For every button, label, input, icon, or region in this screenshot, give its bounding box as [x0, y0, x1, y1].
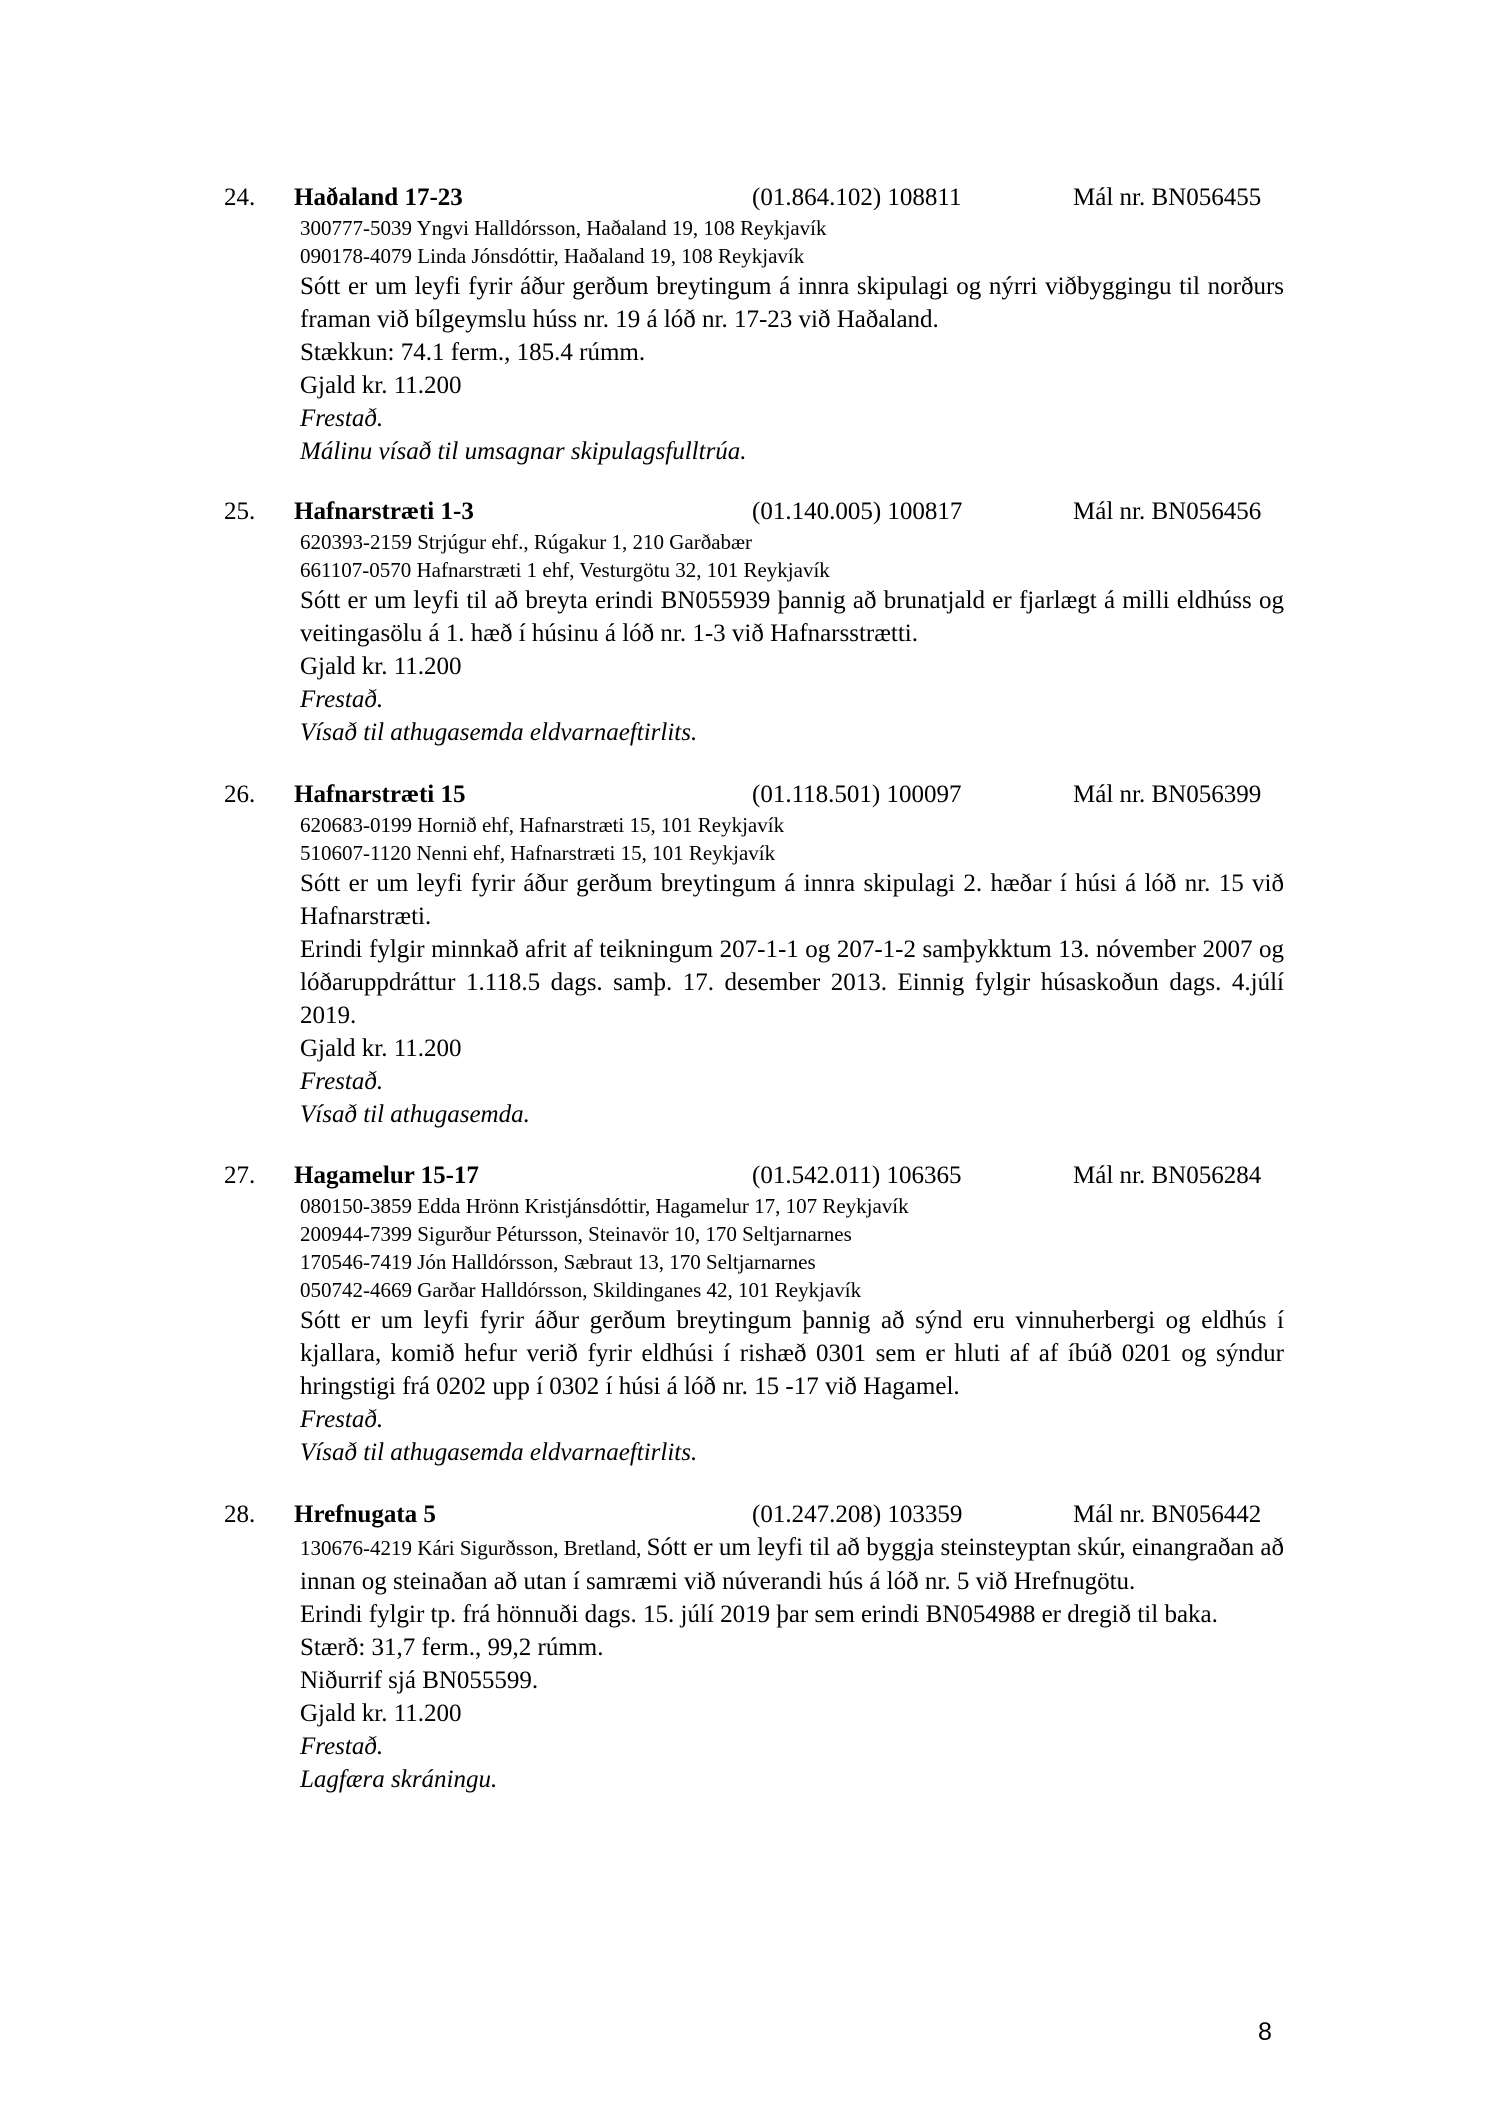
applicant: 200944-7399 Sigurður Pétursson, Steinavör 10, 170 Seltjarnarnes — [300, 1222, 852, 1246]
entry-number: 27. — [224, 1162, 256, 1189]
case-entry-24 — [224, 181, 1284, 468]
applicant: 661107-0570 Hafnarstræti 1 ehf, Vesturgötu 32, 101 Reykjavík — [300, 558, 830, 582]
entry-note: Lagfæra skráningu. — [300, 1766, 498, 1793]
case-entry-28 — [224, 1498, 1284, 1796]
entry-address: Haðaland 17-23 — [294, 184, 463, 211]
entry-status: Frestað. — [300, 405, 384, 432]
entry-body — [300, 1192, 1284, 1469]
case-entry-25 — [224, 495, 1284, 749]
entry-description: Sótt er um leyfi til að byggja steinsteyptan skúr, einangraðan að innan og steinaðan að utan í samræmi við núverandi hús á lóð nr. 5 við Hrefnugötu. — [300, 1534, 1284, 1595]
entry-demolition: Niðurrif sjá BN055599. — [300, 1667, 539, 1694]
entry-reference: (01.864.102) 108811 — [752, 184, 962, 211]
entry-description: Sótt er um leyfi til að breyta erindi BN055939 þannig að brunatjald er fjarlægt á milli eldhúss og veitingasölu á 1. hæð í húsinu á lóð nr. 1-3 við Hafnarsstrætti. — [300, 587, 1284, 647]
entry-case-number: Mál nr. BN056442 — [1073, 1501, 1262, 1528]
case-entry-26 — [224, 778, 1284, 1131]
entry-note: Vísað til athugasemda eldvarnaeftirlits. — [300, 719, 698, 746]
entry-size: Stærð: 31,7 ferm., 99,2 rúmm. — [300, 1634, 604, 1661]
entry-reference: (01.118.501) 100097 — [752, 781, 962, 808]
entry-description: Sótt er um leyfi fyrir áður gerðum breytingum á innra skipulagi 2. hæðar í húsi á lóð nr. 15 við Hafnarstræti. — [300, 870, 1284, 930]
entry-body — [300, 528, 1284, 749]
entry-address: Hrefnugata 5 — [294, 1501, 436, 1528]
entry-address: Hafnarstræti 15 — [294, 781, 466, 808]
entry-header — [224, 1498, 1284, 1531]
applicant: 170546-7419 Jón Halldórsson, Sæbraut 13, 170 Seltjarnarnes — [300, 1250, 816, 1274]
entry-status: Frestað. — [300, 1068, 384, 1095]
entry-header — [224, 1159, 1284, 1192]
entry-reference: (01.247.208) 103359 — [752, 1501, 963, 1528]
applicant: 080150-3859 Edda Hrönn Kristjánsdóttir, Hagamelur 17, 107 Reykjavík — [300, 1194, 909, 1218]
case-entry-27 — [224, 1159, 1284, 1469]
entry-attachment-note: Erindi fylgir minnkað afrit af teikningum 207-1-1 og 207-1-2 samþykktum 13. nóvember 2007 og lóðaruppdráttur 1.118.5 dags. samþ. 17. desember 2013. Einnig fylgir húsaskoðun dags. 4.júlí 2019. — [300, 936, 1284, 1029]
entry-fee: Gjald kr. 11.200 — [300, 372, 462, 399]
entry-attachment-note: Erindi fylgir tp. frá hönnuði dags. 15. júlí 2019 þar sem erindi BN054988 er dregið til baka. — [300, 1601, 1218, 1628]
entry-case-number: Mál nr. BN056455 — [1073, 184, 1262, 211]
entry-note: Málinu vísað til umsagnar skipulagsfulltrúa. — [300, 438, 747, 465]
entry-header — [224, 495, 1284, 528]
entry-body — [300, 811, 1284, 1131]
applicant: 620683-0199 Hornið ehf, Hafnarstræti 15, 101 Reykjavík — [300, 813, 785, 837]
entry-case-number: Mál nr. BN056284 — [1073, 1162, 1262, 1189]
entry-address: Hagamelur 15-17 — [294, 1162, 479, 1189]
entry-case-number: Mál nr. BN056399 — [1073, 781, 1262, 808]
entry-description-block — [300, 1531, 1284, 1598]
entry-status: Frestað. — [300, 686, 384, 713]
entry-header — [224, 778, 1284, 811]
entry-status: Frestað. — [300, 1733, 384, 1760]
entry-address: Hafnarstræti 1-3 — [294, 498, 474, 525]
entry-body — [300, 214, 1284, 468]
entry-size: Stækkun: 74.1 ferm., 185.4 rúmm. — [300, 339, 646, 366]
applicant: 130676-4219 Kári Sigurðsson, Bretland, — [300, 1536, 647, 1560]
applicant: 300777-5039 Yngvi Halldórsson, Haðaland 19, 108 Reykjavík — [300, 216, 827, 240]
entry-fee: Gjald kr. 11.200 — [300, 653, 462, 680]
entry-reference: (01.542.011) 106365 — [752, 1162, 962, 1189]
entry-number: 24. — [224, 184, 256, 211]
applicant: 510607-1120 Nenni ehf, Hafnarstræti 15, 101 Reykjavík — [300, 841, 776, 865]
entry-number: 25. — [224, 498, 256, 525]
entry-case-number: Mál nr. BN056456 — [1073, 498, 1262, 525]
entry-header — [224, 181, 1284, 214]
applicant: 090178-4079 Linda Jónsdóttir, Haðaland 19, 108 Reykjavík — [300, 244, 805, 268]
entry-note: Vísað til athugasemda eldvarnaeftirlits. — [300, 1439, 698, 1466]
applicant: 050742-4669 Garðar Halldórsson, Skildinganes 42, 101 Reykjavík — [300, 1278, 862, 1302]
entry-description: Sótt er um leyfi fyrir áður gerðum breytingum á innra skipulagi og nýrri viðbyggingu til norðurs framan við bílgeymslu húss nr. 19 á lóð nr. 17-23 við Haðaland. — [300, 273, 1284, 333]
entry-fee: Gjald kr. 11.200 — [300, 1700, 462, 1727]
entry-reference: (01.140.005) 100817 — [752, 498, 963, 525]
entry-number: 26. — [224, 781, 256, 808]
entry-number: 28. — [224, 1501, 256, 1528]
entry-status: Frestað. — [300, 1406, 384, 1433]
entry-note: Vísað til athugasemda. — [300, 1101, 530, 1128]
page-number: 8 — [1258, 2018, 1272, 2046]
entry-body — [300, 1531, 1284, 1796]
entry-fee: Gjald kr. 11.200 — [300, 1035, 462, 1062]
applicant: 620393-2159 Strjúgur ehf., Rúgakur 1, 210 Garðabær — [300, 530, 753, 554]
entry-description: Sótt er um leyfi fyrir áður gerðum breytingum þannig að sýnd eru vinnuherbergi og eldhús í kjallara, komið hefur verið fyrir eldhúsi í rishæð 0301 sem er hluti af af íbúð 0201 og sýndur hringstigi frá 0202 upp í 0302 í húsi á lóð nr. 15 -17 við Hagamel. — [300, 1307, 1284, 1400]
